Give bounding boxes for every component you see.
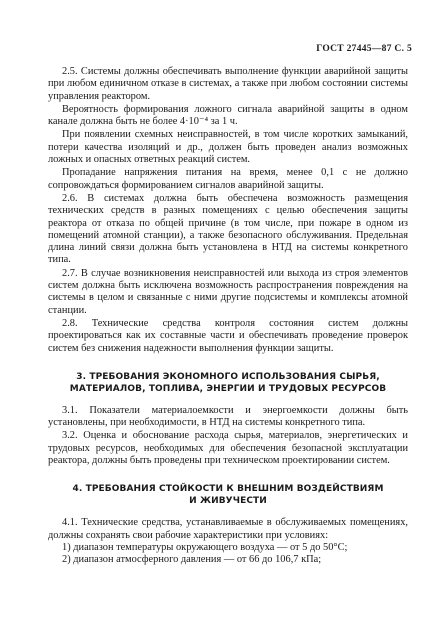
page-body — [48, 66, 408, 567]
conditions-list — [48, 542, 408, 567]
section-4-title-line-1: 4. ТРЕБОВАНИЯ СТОЙКОСТИ К ВНЕШНИМ ВОЗДЕЙСТВИЯМ — [72, 484, 384, 495]
paragraph-2-5: 2.5. Системы должны обеспечивать выполнение функции аварийной защиты при любом единичном отказе в системах, а также при любом состоянии системы управления реактором. — [48, 66, 408, 102]
running-head: ГОСТ 27445—87 С. 5 — [316, 44, 412, 54]
section-3-title-line-2: МАТЕРИАЛОВ, ТОПЛИВА, ЭНЕРГИИ И ТРУДОВЫХ РЕСУРСОВ — [69, 383, 387, 394]
list-item: 1) диапазон температуры окружающего воздуха — от 5 до 50°С; — [62, 541, 348, 553]
paragraph-2-8: 2.8. Технические средства контроля состояния систем должны проектироваться как их составные части и обеспечивать проведение проверок систем без снижения надежности выполнения функции защиты. — [48, 317, 408, 354]
section-3-title — [48, 371, 408, 395]
section-4-title-line-2: И ЖИВУЧЕСТИ — [189, 496, 267, 507]
paragraph-2-5-schemes: При появлении схемных неисправностей, в том числе коротких замыканий, потери качества изоляций и др., должен быть проведен анализ возможных ложных и опасных ответных реакций систем. — [48, 129, 408, 166]
list-item: 2) диапазон атмосферного давления — от 66 до 106,7 кПа; — [62, 554, 322, 566]
paragraph-2-5-power: Пропадание напряжения питания на время, менее 0,1 с не должно сопровождаться формированием сигналов аварийной защиты. — [48, 167, 408, 191]
section-3-title-line-1: 3. ТРЕБОВАНИЯ ЭКОНОМНОГО ИСПОЛЬЗОВАНИЯ СЫРЬЯ, — [76, 371, 380, 382]
paragraph-2-7: 2.7. В случае возникновения неисправностей или выхода из строя элементов систем должна быть исключена возможность распространения повреждения на системы в целом и связанные с ними другие подсистемы и комплексы атомной станции. — [48, 267, 408, 316]
paragraph-3-1: 3.1. Показатели материалоемкости и энергоемкости должны быть установлены, при необходимости, в НТД на системы конкретного типа. — [48, 404, 408, 429]
paragraph-3-2: 3.2. Оценка и обоснование расхода сырья, материалов, энергетических и трудовых ресурсов, необходимых для обеспечения безопасной эксплуатации реактора, должны быть проведены при техническом проектировании систем. — [48, 430, 408, 467]
paragraph-2-5-probability: Вероятность формирования ложного сигнала аварийной защиты в одном канале должна быть не более 4·10⁻⁴ за 1 ч. — [48, 103, 408, 128]
paragraph-2-6: 2.6. В системах должна быть обеспечена возможность размещения технических средств в разных помещениях с целью обеспечения защиты реактора от отказа по общей причине (в том числе, при пожаре в одном из помещений атомной станции), а также безопасного обслуживания. Предельная длина линий связи должна быть установлена в НТД на системы конкретного типа. — [48, 192, 408, 266]
section-4-title — [48, 483, 408, 507]
paragraph-4-1: 4.1. Технические средства, устанавливаемые в обслуживаемых помещениях, должны сохранять свои рабочие характеристики при условиях: — [48, 517, 408, 541]
